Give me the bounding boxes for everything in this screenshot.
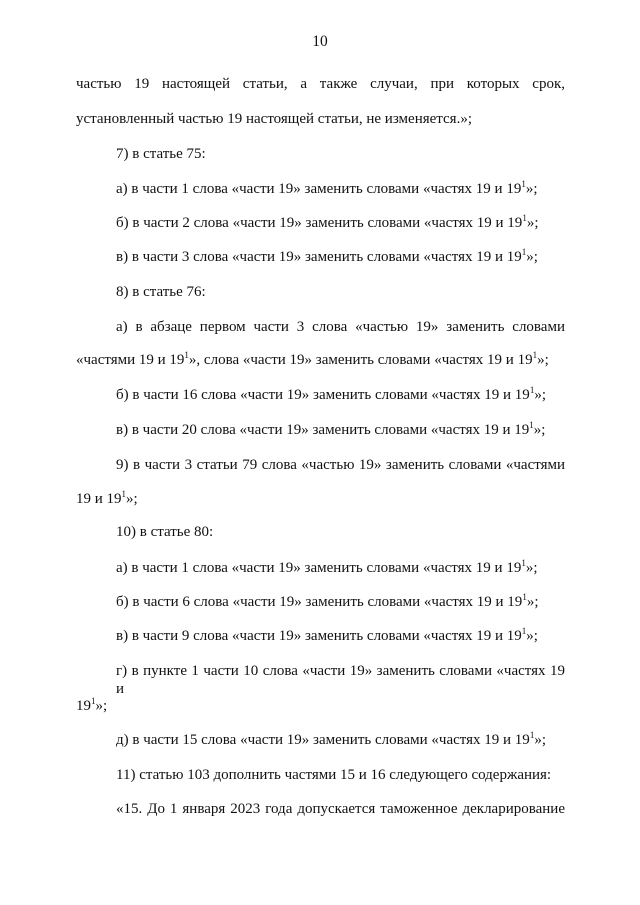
text-line: «15. До 1 января 2023 года допускается таможенное декларирование [116, 801, 565, 817]
text-run: 19 [76, 698, 91, 714]
text-run: »; [126, 491, 138, 507]
text-run: »; [537, 352, 549, 368]
text-run: а) в части 1 слова «части 19» заменить словами «частях 19 и 19 [116, 181, 522, 197]
text-run: б) в части 6 слова «части 19» заменить словами «частях 19 и 19 [116, 594, 523, 610]
text-run: »; [534, 387, 546, 403]
text-line [116, 627, 538, 645]
text-run: 19 и 19 [76, 491, 122, 507]
text-line: г) в пункте 1 части 10 слова «части 19» заменить словами «частях 19 и [116, 663, 565, 697]
text-line: 8) в статье 76: [116, 284, 206, 300]
text-run: в) в части 9 слова «части 19» заменить словами «частях 19 и 19 [116, 628, 522, 644]
superscript: 1 [529, 730, 535, 740]
text-run: в) в части 20 слова «части 19» заменить словами «частях 19 и 19 [116, 422, 530, 438]
page-number: 10 [312, 33, 328, 50]
text-run: б) в части 16 слова «части 19» заменить словами «частях 19 и 19 [116, 387, 530, 403]
text-line: а) в абзаце первом части 3 слова «частью 19» заменить словами [116, 319, 565, 335]
superscript: 1 [184, 350, 189, 360]
superscript: 1 [522, 592, 527, 602]
text-line: 9) в части 3 статьи 79 слова «частью 19» заменить словами «частями [116, 457, 565, 473]
text-line [76, 351, 549, 369]
text-line [116, 593, 538, 611]
text-run: »; [533, 422, 546, 438]
text-run: »; [95, 698, 108, 714]
text-line [116, 386, 546, 404]
superscript: 1 [529, 385, 535, 395]
text-line: установленный частью 19 настоящей статьи, не изменяется.»; [76, 111, 472, 127]
text-run: д) в части 15 слова «части 19» заменить словами «частях 19 и 19 [116, 732, 530, 748]
superscript: 1 [91, 696, 96, 706]
text-run: », слова «части 19» заменить словами «частях 19 и 19 [188, 352, 533, 368]
superscript: 1 [521, 247, 527, 257]
text-line [116, 248, 538, 266]
text-run: »; [534, 732, 546, 748]
superscript: 1 [529, 420, 534, 430]
text-line [116, 731, 546, 749]
text-run: »; [526, 249, 538, 265]
text-run: »; [526, 215, 539, 231]
superscript: 1 [521, 626, 527, 636]
text-line: частью 19 настоящей статьи, а также случаи, при которых срок, [76, 76, 565, 92]
text-line: 11) статью 103 дополнить частями 15 и 16 следующего содержания: [116, 767, 552, 783]
text-line [76, 697, 107, 715]
superscript: 1 [121, 489, 127, 499]
text-line [116, 214, 538, 232]
superscript: 1 [532, 350, 538, 360]
text-run: «частями 19 и 19 [76, 352, 185, 368]
text-run: »; [526, 628, 538, 644]
text-run: »; [525, 560, 538, 576]
superscript: 1 [521, 558, 526, 568]
text-line [116, 180, 538, 198]
text-run: »; [526, 594, 539, 610]
text-run: а) в части 1 слова «части 19» заменить словами «частях 19 и 19 [116, 560, 522, 576]
superscript: 1 [521, 179, 526, 189]
text-run: в) в части 3 слова «части 19» заменить словами «частях 19 и 19 [116, 249, 522, 265]
superscript: 1 [522, 213, 527, 223]
text-line: 7) в статье 75: [116, 146, 206, 162]
text-line [116, 421, 545, 439]
text-line [116, 559, 538, 577]
text-run: »; [525, 181, 538, 197]
text-line [76, 490, 138, 508]
text-run: б) в части 2 слова «части 19» заменить словами «частях 19 и 19 [116, 215, 523, 231]
text-line: 10) в статье 80: [116, 524, 214, 540]
